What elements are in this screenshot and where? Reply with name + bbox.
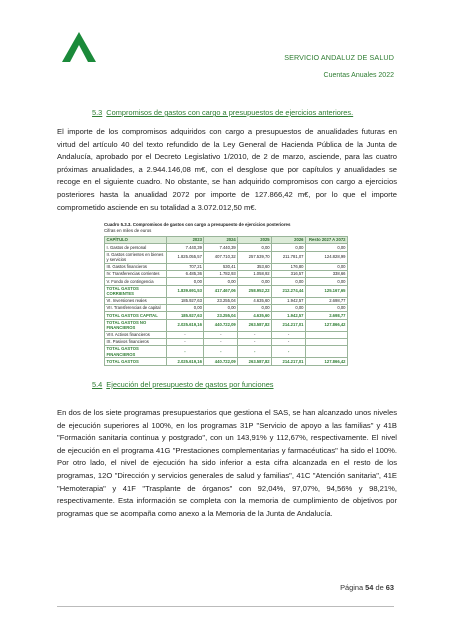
table-cell: 263.587,82 (238, 319, 272, 331)
table-cell: 4.635,60 (238, 312, 272, 319)
row-label: IX. Pasivos financieros (105, 338, 167, 345)
row-label: V. Fondo de contingencia (105, 278, 167, 285)
table-cell: 127.866,42 (305, 358, 347, 365)
table-cell: 2.025.619,16 (166, 319, 204, 331)
column-header: 2023 (166, 237, 204, 244)
section-heading-5-4 (92, 380, 274, 389)
table-cell: 6.485,36 (166, 270, 204, 277)
table-cell: - (166, 338, 204, 345)
table-cell: 0,00 (305, 263, 347, 270)
table-cell: 2.698,77 (305, 312, 347, 319)
column-header: Resto 2027 A 2072 (305, 237, 347, 244)
row-label: TOTAL GASTOS (105, 358, 167, 365)
junta-de-andalucia-logo (62, 32, 96, 62)
table-cell: 1.942,57 (272, 297, 306, 304)
table-cell: 1.782,93 (204, 270, 238, 277)
table-cell: 124.828,99 (305, 251, 347, 263)
table-cell: 211.781,07 (272, 251, 306, 263)
table-cell: 316,57 (272, 270, 306, 277)
table-cell: 125.167,65 (305, 285, 347, 297)
table-row (105, 244, 348, 251)
row-label: TOTAL GASTOS NO FINANCIEROS (105, 319, 167, 331)
table-cell: 0,00 (272, 278, 306, 285)
table-cell: 263.587,82 (238, 358, 272, 365)
table-cell: 707,21 (166, 263, 204, 270)
row-label: II. Gastos corrientes en bienes y servicios (105, 251, 167, 263)
table-cell: 214.217,01 (272, 319, 306, 331)
table-cell: 23.255,04 (204, 312, 238, 319)
table-units: Cifras en miles de euros (104, 228, 152, 233)
table-row (105, 331, 348, 338)
table-cell: 1.058,92 (238, 270, 272, 277)
table-cell: - (166, 346, 204, 358)
table-header-row (105, 237, 348, 244)
table-cell: 1.825.055,57 (166, 251, 204, 263)
table-cell: 0,00 (204, 304, 238, 311)
table-cell: 214.217,01 (272, 358, 306, 365)
header-organization: SERVICIO ANDALUZ DE SALUD (284, 53, 394, 62)
row-label: VIII. Activos financieros (105, 331, 167, 338)
column-header: CAPÍTULO (105, 237, 167, 244)
table-caption (104, 222, 290, 234)
table-cell: 1.942,57 (272, 312, 306, 319)
table-cell: 407.710,32 (204, 251, 238, 263)
table-cell: 212.274,44 (272, 285, 306, 297)
table-cell: 440.722,09 (204, 319, 238, 331)
table-cell: 127.866,42 (305, 319, 347, 331)
table-cell: 258.952,22 (238, 285, 272, 297)
table-cell: 185.927,63 (166, 297, 204, 304)
section-title: Ejecución del presupuesto de gastos por funciones (106, 380, 274, 389)
footer-prefix: Página (340, 583, 364, 592)
table-row (105, 251, 348, 263)
table-cell: 338,66 (305, 270, 347, 277)
table-cell: 2.698,77 (305, 297, 347, 304)
table-cell: - (272, 346, 306, 358)
section-heading-5-3 (92, 108, 353, 117)
table-cell: 0,00 (305, 278, 347, 285)
table-cell: 0,00 (238, 278, 272, 285)
table-cell (305, 331, 347, 338)
table-cell: - (204, 346, 238, 358)
table-cell: - (272, 338, 306, 345)
table-cell: 0,00 (166, 304, 204, 311)
table-cell: - (204, 338, 238, 345)
table-cell: 1.839.691,53 (166, 285, 204, 297)
table-cell (305, 338, 347, 345)
table-cell: 2.025.619,16 (166, 358, 204, 365)
table-cell: - (238, 346, 272, 358)
table-row (105, 297, 348, 304)
paragraph-compromisos: El importe de los compromisos adquiridos con cargo a presupuestos de anualidades futuras en virtud del artículo 40 del texto refundido de la Ley General de Hacienda Pública de la Junta de Andalucía, aprobado por el Decreto Legislativo 1/2010, de 2 de marzo, asciende, para las cuatro próximas anualidades, a 2.944.146,08 m€, con el desglose que por capítulos y anualidades se recoge en el siguiente cuadro. No obstante, se han adquirido compromisos con cargo a ejercicios posteriores hasta la anualidad 2072 por importe de 127.866,42 m€, por lo que el importe comprometido asciende en su totalidad a 3.072.012,50 m€. (57, 127, 397, 212)
table-cell: 0,00 (238, 244, 272, 251)
table-row (105, 304, 348, 311)
table-total-row (105, 346, 348, 358)
section-number: 5.3 (92, 108, 103, 117)
column-header: 2026 (272, 237, 306, 244)
paragraph-ejecucion: En dos de los siete programas presupuestarios que gestiona el SAS, se han alcanzado unos niveles de ejecución superiores al 100%, en los programas 31P "Servicio de apoyo a las familias" y 41B "Formación sanitaria continua y postgrado", con un 143,91% y 112,67%, respectivamente. El nivel de ejecución en el programa 41G "Prestaciones complementarias y farmacéuticas" ha sido el 100%. Por otro lado, el nivel de ejecución ha sido inferior a esta cifra alcanzada en el resto de los programas, 12O "Dirección y servicios generales de salud y familias", 41C "Atención sanitaria", 41E "Hemoterapia" y 41F "Trasplante de órganos" con 92,04%, 97,07%, 94,56% y 98,21%, respectivamente. Esta información se completa con la memoria de cumplimiento de objetivos por programas que se acompaña como anexo a la Memoria de la Junta de Andalucía. (57, 408, 397, 518)
footer-middle: de (375, 583, 384, 592)
row-label: TOTAL GASTOS CAPITAL (105, 312, 167, 319)
section-title: Compromisos de gastos con cargo a presupuestos de ejercicios anteriores. (106, 108, 354, 117)
table-cell: 0,00 (238, 304, 272, 311)
row-label: VI. Inversiones reales (105, 297, 167, 304)
table-caption-title: Cuadro 5.3.3. Compromisos de gastos con cargo a presupuesto de ejercicios posteriores (104, 222, 291, 227)
table-total-row (105, 285, 348, 297)
header-document-title: Cuentas Anuales 2022 (323, 72, 394, 79)
table-cell: 353,60 (238, 263, 272, 270)
table-cell: 0,00 (272, 244, 306, 251)
footer-page-number: 54 (365, 583, 374, 592)
column-header: 2025 (238, 237, 272, 244)
row-label: VII. Transferencias de capital (105, 304, 167, 311)
compromisos-table (104, 236, 348, 366)
column-header: 2024 (204, 237, 238, 244)
table-total-row (105, 319, 348, 331)
table-cell: - (272, 331, 306, 338)
table-cell: 7.440,39 (204, 244, 238, 251)
row-label: IV. Transferencias corrientes (105, 270, 167, 277)
table-cell: 23.255,04 (204, 297, 238, 304)
row-label: TOTAL GASTOS CORRIENTES (105, 285, 167, 297)
footer-divider (57, 606, 394, 607)
page-footer (340, 583, 394, 592)
table-cell: 176,80 (272, 263, 306, 270)
table-cell: 0,00 (272, 304, 306, 311)
row-label: III. Gastos financieros (105, 263, 167, 270)
table-cell: 0,00 (166, 278, 204, 285)
table-cell: 0,00 (305, 304, 347, 311)
table-cell: 257.539,70 (238, 251, 272, 263)
table-cell: 4.635,60 (238, 297, 272, 304)
section-number: 5.4 (92, 380, 103, 389)
table-total-row (105, 312, 348, 319)
table-cell: 0,00 (305, 244, 347, 251)
table-row (105, 270, 348, 277)
table-cell: 440.722,09 (204, 358, 238, 365)
table-total-row (105, 358, 348, 365)
table-row (105, 278, 348, 285)
table-row (105, 338, 348, 345)
footer-total-pages: 63 (385, 583, 394, 592)
table-cell: 530,41 (204, 263, 238, 270)
table-cell: - (238, 331, 272, 338)
table-cell: 417.467,06 (204, 285, 238, 297)
table-cell: 0,00 (204, 278, 238, 285)
row-label: TOTAL GASTOS FINANCIEROS (105, 346, 167, 358)
table-row (105, 263, 348, 270)
table-cell: - (204, 331, 238, 338)
table-cell: - (166, 331, 204, 338)
table-cell: - (238, 338, 272, 345)
table-cell (305, 346, 347, 358)
row-label: I. Gastos de personal (105, 244, 167, 251)
table-cell: 7.440,39 (166, 244, 204, 251)
table-cell: 185.927,63 (166, 312, 204, 319)
